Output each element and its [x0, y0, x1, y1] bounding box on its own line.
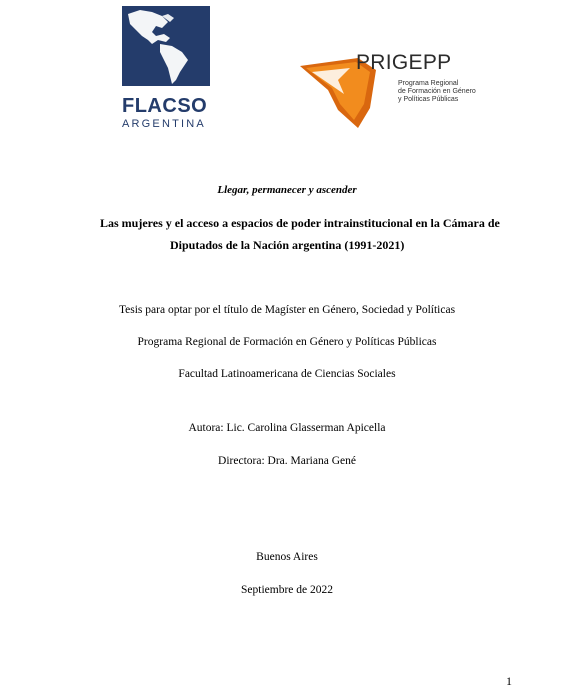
prigepp-subtitle-line: y Políticas Públicas — [398, 96, 459, 103]
date-line: Septiembre de 2022 — [241, 584, 333, 596]
document-subtitle: Llegar, permanecer y ascender — [217, 184, 357, 196]
flacso-map-emblem — [122, 6, 210, 86]
faculty-name: Facultad Latinoamericana de Ciencias Sociales — [178, 368, 396, 380]
prigepp-subtitle — [398, 80, 476, 104]
flacso-name: FLACSO — [122, 95, 208, 117]
director-line: Directora: Dra. Mariana Gené — [218, 455, 356, 467]
document-title-line-2: Diputados de la Nación argentina (1991-2021) — [170, 238, 405, 252]
page-number: 1 — [506, 674, 512, 688]
prigepp-logo — [298, 50, 488, 134]
prigepp-subtitle-line: Programa Regional — [398, 80, 459, 87]
author-line: Autora: Lic. Carolina Glasserman Apicella — [188, 422, 386, 434]
flacso-logo — [122, 6, 214, 131]
flacso-subtitle: ARGENTINA — [122, 118, 206, 130]
city-line: Buenos Aires — [256, 551, 318, 563]
prigepp-name: PRIGEPP — [356, 51, 452, 74]
americas-map-icon — [122, 6, 210, 86]
document-title-line-1: Las mujeres y el acceso a espacios de poder intrainstitucional en la Cámara de — [100, 216, 500, 230]
thesis-statement: Tesis para optar por el título de Magíster en Género, Sociedad y Políticas — [118, 304, 456, 316]
program-name: Programa Regional de Formación en Género y Políticas Públicas — [137, 336, 437, 348]
prigepp-subtitle-line: de Formación en Género — [398, 88, 476, 95]
